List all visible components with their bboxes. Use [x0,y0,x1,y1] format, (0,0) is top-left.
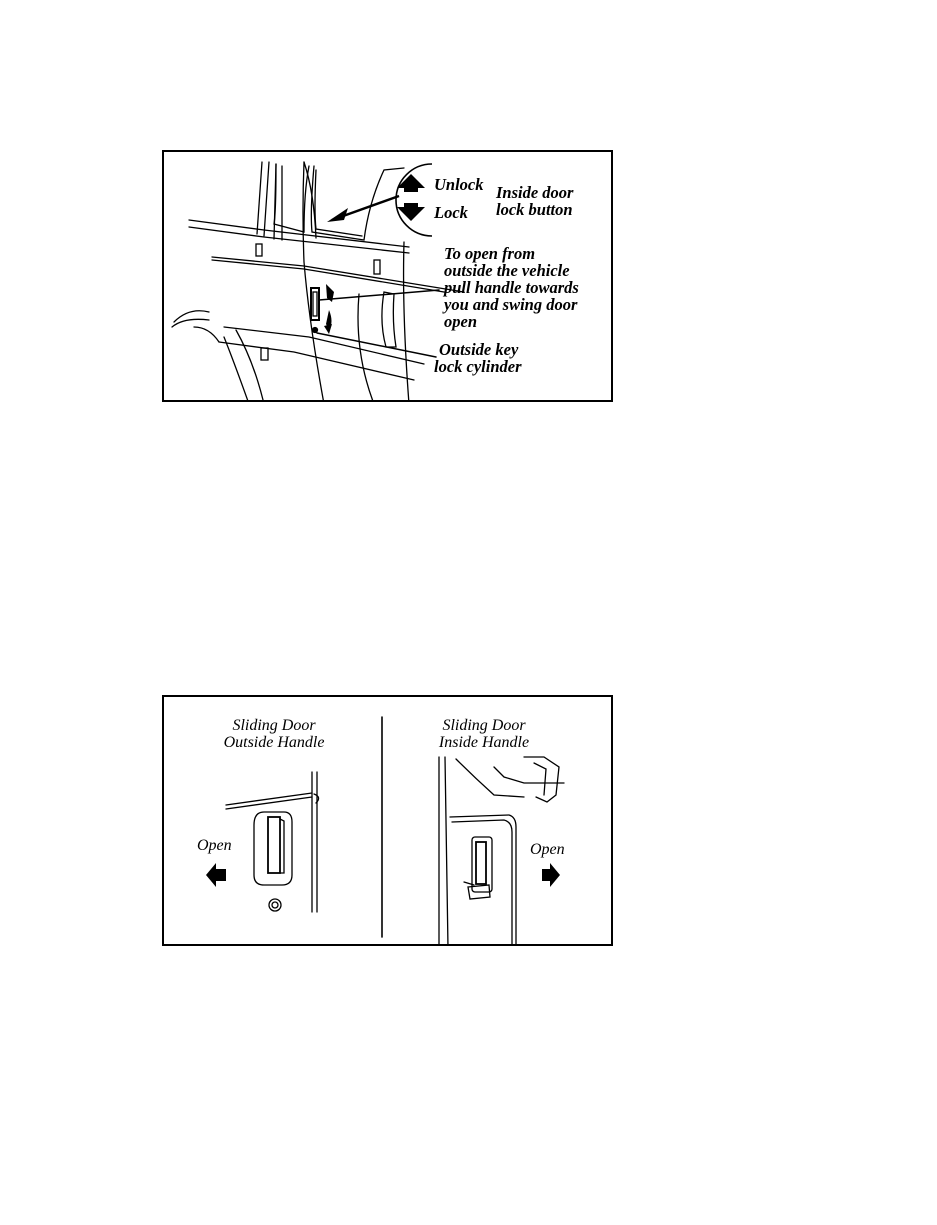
inside-handle-title-line2: Inside Handle [438,734,530,751]
open-instructions-line2: outside the vehicle [444,261,570,280]
inside-door-lock-button-label-line1: Inside door [496,183,574,202]
inside-door-lock-button-label-line2: lock button [496,200,573,219]
van-door-lock-illustration [162,150,613,402]
open-right-label: Open [530,841,565,858]
outside-key-label-line2: lock cylinder [434,357,522,376]
outside-key-label-line1: Outside key [439,340,519,359]
lock-label: Lock [434,203,468,222]
unlock-label: Unlock [434,175,484,194]
open-instructions-line1: To open from [444,244,536,263]
open-instructions-line4: you and swing door [444,295,578,314]
outside-handle-title-line1: Sliding Door [232,717,316,734]
open-left-label: Open [197,837,232,854]
open-instructions-line3: pull handle towards [444,278,579,297]
outside-handle-title-line2: Outside Handle [223,734,325,751]
open-instructions-line5: open [444,312,477,331]
sliding-door-handles-illustration [162,695,613,946]
inside-handle-title-line1: Sliding Door [442,717,526,734]
